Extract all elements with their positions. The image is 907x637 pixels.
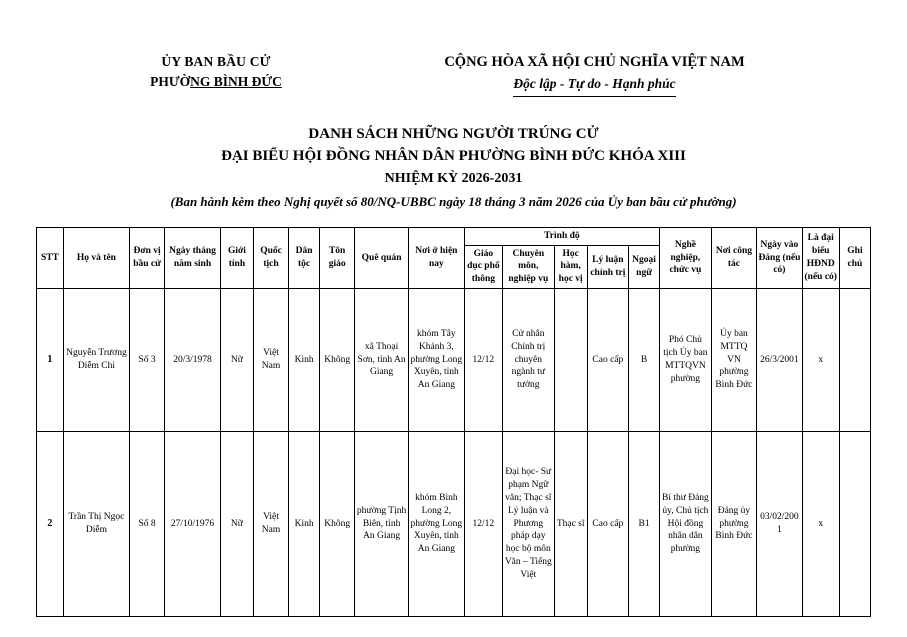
cell-chuyen-mon: Đại học- Sư phạm Ngữ văn; Thạc sĩ Lý luận và Phương pháp dạy học bộ môn Văn – Tiếng Việt (502, 432, 554, 617)
authority-line-1: ỦY BAN BẦU CỬ (161, 54, 271, 69)
cell-noi-o: khóm Bình Long 2, phường Long Xuyên, tỉnh An Giang (408, 432, 464, 617)
issuing-authority (36, 52, 336, 91)
col-noi-cong-tac: Nơi công tác (711, 227, 756, 288)
cell-noi-cong-tac: Ủy ban MTTQ VN phường Bình Đức (711, 289, 756, 432)
cell-ghi-chu (839, 289, 870, 432)
col-noi-o-hien-nay: Nơi ở hiện nay (408, 227, 464, 288)
cell-ton-giao: Không (320, 432, 355, 617)
col-don-vi-bau-cu: Đơn vị bầu cử (129, 227, 164, 288)
cell-que-quan: phường Tịnh Biên, tỉnh An Giang (355, 432, 409, 617)
cell-hoc-ham (554, 289, 587, 432)
col-chuyen-mon: Chuyên môn, nghiệp vụ (502, 245, 554, 288)
cell-stt: 2 (37, 432, 64, 617)
cell-nghe-nghiep: Bí thư Đảng ủy, Chủ tịch Hội đồng nhân dân phường (660, 432, 712, 617)
cell-dan-toc: Kinh (289, 432, 320, 617)
col-giao-duc-pho-thong: Giáo dục phổ thông (464, 245, 502, 288)
table-row (37, 289, 871, 432)
cell-ngay-vao-dang: 26/3/2001 (757, 289, 802, 432)
cell-giao-duc: 12/12 (464, 289, 502, 432)
col-quoc-tich: Quốc tịch (253, 227, 288, 288)
col-ly-luan-chinh-tri: Lý luận chính trị (587, 245, 628, 288)
table-header-group-row (37, 227, 871, 245)
cell-don-vi-bau-cu: Số 8 (129, 432, 164, 617)
cell-que-quan: xã Thoại Sơn, tỉnh An Giang (355, 289, 409, 432)
cell-ho-ten: Nguyễn Trương Diễm Chi (63, 289, 129, 432)
page-term: NHIỆM KỲ 2026-2031 (384, 170, 523, 186)
cell-ngay-sinh: 20/3/1978 (165, 289, 221, 432)
col-ngoai-ngu: Ngoại ngữ (629, 245, 660, 288)
cell-ton-giao: Không (320, 289, 355, 432)
col-ngay-vao-dang: Ngày vào Đảng (nếu có) (757, 227, 802, 288)
cell-chuyen-mon: Cử nhân Chính trị chuyên ngành tư tưởng (502, 289, 554, 432)
cell-ngoai-ngu: B (629, 289, 660, 432)
document-header (36, 52, 871, 97)
cell-ngay-vao-dang: 03/02/2001 (757, 432, 802, 617)
cell-don-vi-bau-cu: Số 3 (129, 289, 164, 432)
cell-la-dai-bieu: x (802, 432, 839, 617)
national-heading (336, 52, 871, 97)
cell-dan-toc: Kinh (289, 289, 320, 432)
col-nghe-nghiep: Nghề nghiệp, chức vụ (660, 227, 712, 288)
page-title: DANH SÁCH NHỮNG NGƯỜI TRÚNG CỬ (308, 125, 599, 142)
cell-la-dai-bieu: x (802, 289, 839, 432)
page-subtitle: ĐẠI BIỂU HỘI ĐỒNG NHÂN DÂN PHƯỜNG BÌNH ĐỨC KHÓA XIII (221, 148, 686, 165)
cell-quoc-tich: Việt Nam (253, 289, 288, 432)
cell-stt: 1 (37, 289, 64, 432)
cell-ly-luan: Cao cấp (587, 289, 628, 432)
cell-ly-luan: Cao cấp (587, 432, 628, 617)
col-ngay-sinh: Ngày tháng năm sinh (165, 227, 221, 288)
col-ton-giao: Tôn giáo (320, 227, 355, 288)
col-que-quan: Quê quán (355, 227, 409, 288)
col-stt: STT (37, 227, 64, 288)
authority-line-2-prefix: PHƯỜ (150, 73, 191, 89)
elected-representatives-table (36, 227, 871, 617)
col-gioi-tinh: Giới tính (220, 227, 253, 288)
cell-giao-duc: 12/12 (464, 432, 502, 617)
cell-hoc-ham: Thạc sĩ (554, 432, 587, 617)
cell-ghi-chu (839, 432, 870, 617)
nation-title: CỘNG HÒA XÃ HỘI CHỦ NGHĨA VIỆT NAM (444, 54, 745, 70)
cell-ho-ten: Trần Thị Ngọc Diễm (63, 432, 129, 617)
cell-gioi-tinh: Nữ (220, 432, 253, 617)
page-note: (Ban hành kèm theo Nghị quyết số 80/NQ-UBBC ngày 18 tháng 3 năm 2026 của Ủy ban bầu cử phường) (170, 194, 737, 209)
cell-noi-cong-tac: Đảng ủy phường Bình Đức (711, 432, 756, 617)
col-ghi-chu: Ghi chú (839, 227, 870, 288)
col-la-dai-bieu-hdnd: Là đại biểu HĐND (nếu có) (802, 227, 839, 288)
cell-ngay-sinh: 27/10/1976 (165, 432, 221, 617)
table-row (37, 432, 871, 617)
cell-ngoai-ngu: B1 (629, 432, 660, 617)
nation-motto: Độc lập - Tự do - Hạnh phúc (513, 73, 675, 97)
cell-gioi-tinh: Nữ (220, 289, 253, 432)
authority-line-2 (96, 72, 336, 92)
cell-nghe-nghiep: Phó Chủ tịch Ủy ban MTTQVN phường (660, 289, 712, 432)
document-title-block (36, 123, 871, 213)
cell-noi-o: khóm Tây Khánh 3, phường Long Xuyên, tỉnh An Giang (408, 289, 464, 432)
col-dan-toc: Dân tộc (289, 227, 320, 288)
col-group-trinh-do: Trình độ (464, 227, 659, 245)
cell-quoc-tich: Việt Nam (253, 432, 288, 617)
col-hoc-ham-hoc-vi: Học hàm, học vị (554, 245, 587, 288)
authority-line-2-underlined: NG BÌNH ĐỨC (190, 73, 282, 89)
col-ho-ten: Họ và tên (63, 227, 129, 288)
